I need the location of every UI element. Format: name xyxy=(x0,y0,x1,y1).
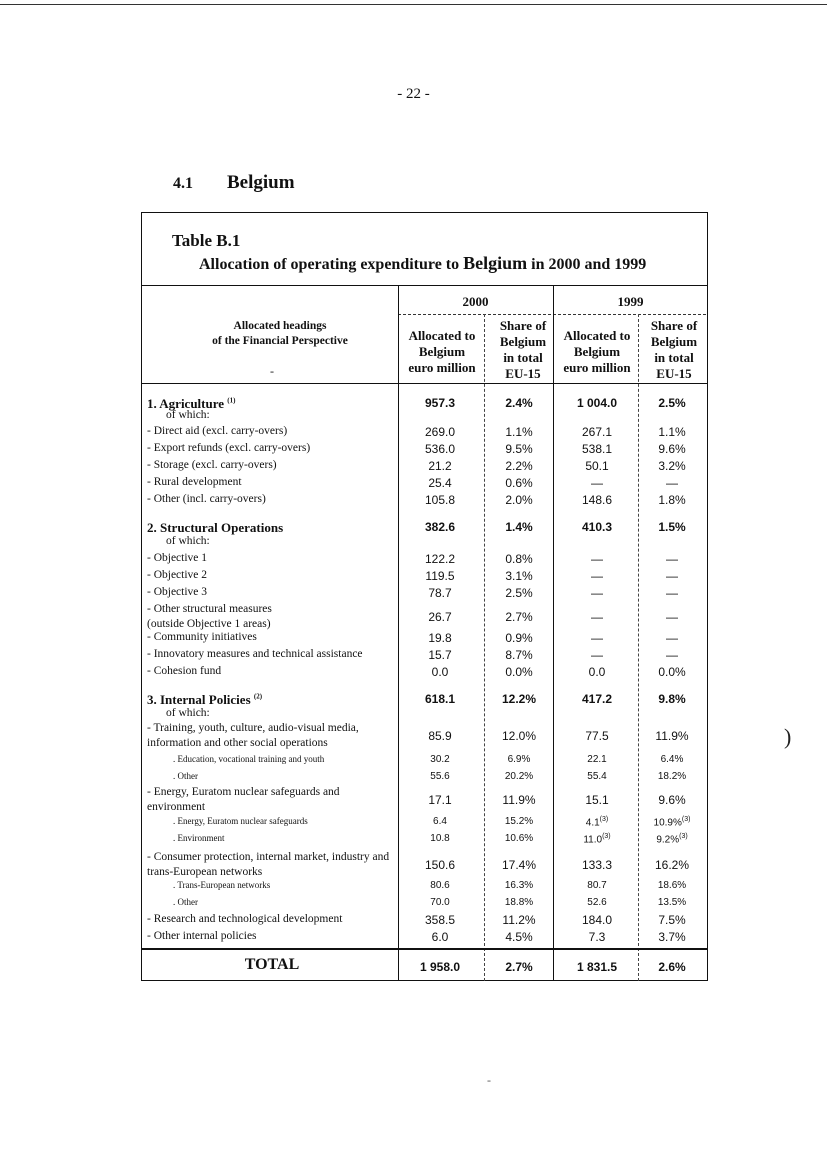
total-share-1999: 2.6% xyxy=(658,960,686,974)
cell-share-1999: — xyxy=(666,631,678,645)
cell-share-2000: 6.9% xyxy=(507,754,531,765)
cell-alloc-1999: 15.1 xyxy=(585,793,609,807)
footer-mark: - xyxy=(487,1073,491,1087)
cell-alloc-1999: — xyxy=(591,648,603,662)
cell-alloc-1999: — xyxy=(591,586,603,600)
cell-alloc-1999: 148.6 xyxy=(581,493,613,507)
table-id: Table B.1 xyxy=(172,231,241,250)
cell-alloc-1999: 133.3 xyxy=(581,858,613,872)
cell-share-2000: 2.5% xyxy=(505,586,533,600)
table-row xyxy=(0,913,827,930)
col-alloc-line2: Belgium xyxy=(418,344,466,359)
table-row xyxy=(0,552,827,569)
col-share-line1: Share of xyxy=(650,318,698,333)
cell-alloc-1999: — xyxy=(591,569,603,583)
cell-share-2000: 0.9% xyxy=(505,631,533,645)
header-allocated-headings xyxy=(180,319,380,349)
col-share-line4: EU-15 xyxy=(656,366,692,381)
table-title xyxy=(199,253,646,274)
cell-share-2000: 11.2% xyxy=(502,913,536,927)
cell-share-2000: 18.8% xyxy=(504,897,534,908)
cell-alloc-2000: 957.3 xyxy=(424,396,456,410)
table-row xyxy=(0,754,827,771)
table-row xyxy=(0,897,827,914)
total-share-2000: 2.7% xyxy=(505,960,533,974)
total-alloc-2000: 1 958.0 xyxy=(419,960,461,974)
cell-alloc-2000: 19.8 xyxy=(428,631,452,645)
cell-alloc-1999: 0.0 xyxy=(588,665,606,679)
table-row xyxy=(0,535,827,552)
cell-alloc-2000: 119.5 xyxy=(425,569,455,583)
cell-share-1999: 1.1% xyxy=(658,425,686,439)
row-label: of which: xyxy=(166,535,210,547)
col-alloc-1999 xyxy=(556,328,638,376)
table-row xyxy=(0,648,827,665)
title-divider xyxy=(141,285,708,286)
header-left-line1: Allocated headings xyxy=(233,320,327,332)
table-row xyxy=(0,880,827,897)
cell-share-1999: 3.7% xyxy=(658,930,686,944)
cell-share-2000: 17.4% xyxy=(501,858,537,872)
cell-alloc-2000: 618.1 xyxy=(424,692,456,706)
cell-alloc-2000: 6.4 xyxy=(433,816,447,827)
row-label: - Other structural measures (outside Objective 1 areas) xyxy=(147,603,272,630)
total-row xyxy=(0,960,827,977)
cell-alloc-1999: 417.2 xyxy=(581,692,613,706)
row-label: 3. Internal Policies $^{(2)}$ xyxy=(147,692,263,707)
cell-alloc-2000: 85.9 xyxy=(428,729,452,743)
cell-alloc-2000: 536.0 xyxy=(424,442,456,456)
page-number: - 22 - xyxy=(397,86,430,102)
table-row xyxy=(0,459,827,476)
row-label: - Objective 3 xyxy=(147,586,208,598)
cell-share-1999: — xyxy=(666,569,678,583)
table-row xyxy=(0,631,827,648)
cell-share-1999: 18.6% xyxy=(657,880,687,891)
cell-share-2000: 2.2% xyxy=(505,459,533,473)
cell-share-1999: 7.5% xyxy=(658,913,686,927)
cell-alloc-1999: 77.5 xyxy=(585,729,609,743)
table-row xyxy=(0,816,827,833)
row-label: - Community initiatives xyxy=(147,631,257,643)
top-rule xyxy=(0,4,827,5)
table-title-country: Belgium xyxy=(463,253,528,273)
cell-alloc-1999: 1 004.0 xyxy=(576,396,618,410)
row-label: of which: xyxy=(166,707,210,719)
col-share-line3: in total xyxy=(654,350,694,365)
cell-alloc-1999: 52.6 xyxy=(587,897,607,908)
row-label: - Objective 2 xyxy=(147,569,208,581)
cell-share-2000: 10.6% xyxy=(504,833,534,844)
table-row xyxy=(0,442,827,459)
col-share-line4: EU-15 xyxy=(505,366,541,381)
margin-bracket-icon: ) xyxy=(784,724,792,749)
cell-share-1999: 9.8% xyxy=(658,692,686,706)
section-heading xyxy=(173,172,295,194)
cell-alloc-1999: 11.0$^{(3)}$ xyxy=(583,833,611,846)
cell-share-1999: — xyxy=(666,648,678,662)
cell-alloc-1999: 55.4 xyxy=(587,771,607,782)
cell-alloc-1999: — xyxy=(591,631,603,645)
cell-share-1999: 1.8% xyxy=(658,493,686,507)
row-label: - Research and technological development xyxy=(147,913,343,925)
cell-alloc-1999: 267.1 xyxy=(581,425,613,439)
col-alloc-line1: Allocated to xyxy=(563,328,631,343)
cell-share-1999: — xyxy=(666,476,678,490)
col-share-1999 xyxy=(640,318,708,382)
cell-alloc-1999: 22.1 xyxy=(587,754,607,765)
row-label: - Innovatory measures and technical assistance xyxy=(147,648,363,660)
footnote-mark: (3) xyxy=(679,833,688,840)
cell-share-1999: 9.6% xyxy=(658,442,686,456)
cell-alloc-1999: 80.7 xyxy=(587,880,607,891)
table-row xyxy=(0,476,827,493)
table-row xyxy=(0,493,827,510)
table-row xyxy=(0,930,827,947)
cell-share-2000: 4.5% xyxy=(505,930,533,944)
cell-share-1999: 2.5% xyxy=(658,396,686,410)
table-title-post: in 2000 and 1999 xyxy=(531,256,647,273)
cell-share-2000: 0.6% xyxy=(505,476,533,490)
cell-alloc-2000: 10.8 xyxy=(430,833,450,844)
cell-share-1999: 6.4% xyxy=(660,754,684,765)
cell-share-1999: — xyxy=(666,586,678,600)
row-label: - Consumer protection, internal market, industry and trans-European networks xyxy=(147,851,390,878)
total-rule xyxy=(141,948,708,950)
row-label: . Education, vocational training and youth xyxy=(173,754,325,764)
header-bottom-rule xyxy=(141,383,708,384)
col-share-line3: in total xyxy=(503,350,543,365)
cell-alloc-2000: 358.5 xyxy=(424,913,456,927)
cell-alloc-2000: 80.6 xyxy=(430,880,450,891)
row-label: - Rural development xyxy=(147,476,242,488)
cell-alloc-1999: 7.3 xyxy=(588,930,606,944)
cell-share-1999: 11.9% xyxy=(655,729,689,743)
cell-alloc-2000: 70.0 xyxy=(430,897,450,908)
cell-alloc-2000: 6.0 xyxy=(431,930,449,944)
cell-share-1999: 9.6% xyxy=(658,793,686,807)
row-label: 2. Structural Operations xyxy=(147,520,284,535)
row-label: of which: xyxy=(166,409,210,421)
cell-share-1999: 3.2% xyxy=(658,459,686,473)
cell-alloc-2000: 150.6 xyxy=(424,858,456,872)
table-row xyxy=(0,425,827,442)
total-alloc-1999: 1 831.5 xyxy=(576,960,618,974)
footnote-mark: (3) xyxy=(599,816,609,823)
cell-share-1999: 9.2%$^{(3)}$ xyxy=(656,833,688,846)
year-1999: 1999 xyxy=(617,294,644,309)
section-title: Belgium xyxy=(227,172,295,193)
table-row xyxy=(0,785,827,813)
section-number: 4.1 xyxy=(173,175,193,192)
table-row xyxy=(0,569,827,586)
row-label: - Cohesion fund xyxy=(147,665,222,677)
cell-alloc-2000: 15.7 xyxy=(428,648,452,662)
col-alloc-2000 xyxy=(400,328,484,376)
row-label: - Export refunds (excl. carry-overs) xyxy=(147,442,311,454)
cell-alloc-2000: 21.2 xyxy=(428,459,452,473)
footnote-mark: (2) xyxy=(253,692,263,701)
cell-alloc-1999: — xyxy=(591,610,603,624)
header-dash: - xyxy=(270,364,274,378)
col-share-line2: Belgium xyxy=(499,334,547,349)
cell-alloc-2000: 105.8 xyxy=(424,493,456,507)
cell-share-1999: 16.2% xyxy=(654,858,690,872)
cell-alloc-2000: 26.7 xyxy=(428,610,452,624)
cell-alloc-1999: 4.1$^{(3)}$ xyxy=(585,816,609,829)
cell-share-2000: 8.7% xyxy=(505,648,533,662)
table-row xyxy=(0,850,827,878)
cell-alloc-2000: 30.2 xyxy=(430,754,450,765)
row-label: - Other (incl. carry-overs) xyxy=(147,493,266,505)
row-label: - Other internal policies xyxy=(147,930,257,942)
row-label: - Energy, Euratom nuclear safeguards and environment xyxy=(147,786,340,813)
row-label: - Storage (excl. carry-overs) xyxy=(147,459,277,471)
table-row xyxy=(0,409,827,426)
table-row xyxy=(0,586,827,603)
cell-share-2000: 0.8% xyxy=(505,552,533,566)
cell-share-2000: 2.4% xyxy=(505,396,533,410)
cell-share-1999: 18.2% xyxy=(657,771,687,782)
table-row xyxy=(0,665,827,682)
col-alloc-line2: Belgium xyxy=(573,344,621,359)
col-share-2000 xyxy=(486,318,560,382)
cell-share-2000: 16.3% xyxy=(504,880,534,891)
col-alloc-line1: Allocated to xyxy=(408,328,476,343)
table-row xyxy=(0,833,827,850)
cell-alloc-1999: 184.0 xyxy=(581,913,613,927)
cell-alloc-1999: 50.1 xyxy=(585,459,609,473)
row-label: . Trans-European networks xyxy=(173,880,271,890)
cell-alloc-1999: 538.1 xyxy=(581,442,613,456)
cell-share-2000: 1.4% xyxy=(505,520,533,534)
cell-share-2000: 9.5% xyxy=(505,442,533,456)
year-dash-rule xyxy=(398,314,706,315)
table-row xyxy=(0,602,827,630)
row-label: . Other xyxy=(173,771,198,781)
cell-alloc-2000: 269.0 xyxy=(424,425,456,439)
total-label: TOTAL xyxy=(244,956,300,973)
cell-share-1999: 0.0% xyxy=(658,665,686,679)
table-title-pre: Allocation of operating expenditure to xyxy=(199,256,460,273)
cell-share-2000: 1.1% xyxy=(505,425,533,439)
footnote-mark: (3) xyxy=(681,816,691,823)
cell-share-2000: 20.2% xyxy=(504,771,534,782)
row-label: . Energy, Euratom nuclear safeguards xyxy=(173,816,308,826)
cell-alloc-2000: 17.1 xyxy=(428,793,452,807)
cell-share-2000: 15.2% xyxy=(504,816,534,827)
footnote-mark: (1) xyxy=(227,396,236,405)
cell-share-1999: — xyxy=(666,610,678,624)
row-label: - Objective 1 xyxy=(147,552,208,564)
cell-alloc-2000: 55.6 xyxy=(430,771,450,782)
col-alloc-line3: euro million xyxy=(408,360,476,375)
row-label: 1. Agriculture $^{(1)}$ xyxy=(147,396,236,411)
cell-share-2000: 3.1% xyxy=(505,569,533,583)
col-alloc-line3: euro million xyxy=(563,360,631,375)
cell-alloc-2000: 78.7 xyxy=(428,586,452,600)
cell-share-2000: 12.2% xyxy=(501,692,537,706)
cell-alloc-2000: 25.4 xyxy=(428,476,452,490)
cell-share-1999: 10.9%$^{(3)}$ xyxy=(653,816,691,829)
cell-share-2000: 0.0% xyxy=(505,665,533,679)
row-label: . Other xyxy=(173,897,198,907)
table-row xyxy=(0,721,827,749)
cell-alloc-1999: 410.3 xyxy=(581,520,613,534)
cell-share-1999: 13.5% xyxy=(657,897,687,908)
year-2000: 2000 xyxy=(462,294,489,309)
cell-share-2000: 2.7% xyxy=(505,610,533,624)
header-left-line2: of the Financial Perspective xyxy=(212,335,348,347)
cell-share-1999: — xyxy=(666,552,678,566)
cell-share-1999: 1.5% xyxy=(658,520,686,534)
cell-alloc-1999: — xyxy=(591,476,603,490)
col-share-line1: Share of xyxy=(499,318,547,333)
footnote-mark: (3) xyxy=(602,833,611,840)
row-label: - Training, youth, culture, audio-visual media, information and other social operations xyxy=(147,722,359,749)
col-share-line2: Belgium xyxy=(650,334,698,349)
row-label: . Environment xyxy=(173,833,225,843)
cell-alloc-2000: 122.2 xyxy=(424,552,456,566)
cell-share-2000: 11.9% xyxy=(502,793,536,807)
cell-share-2000: 2.0% xyxy=(505,493,533,507)
cell-alloc-1999: — xyxy=(591,552,603,566)
cell-share-2000: 12.0% xyxy=(501,729,537,743)
cell-alloc-2000: 382.6 xyxy=(424,520,456,534)
row-label: - Direct aid (excl. carry-overs) xyxy=(147,425,288,437)
cell-alloc-2000: 0.0 xyxy=(431,665,449,679)
